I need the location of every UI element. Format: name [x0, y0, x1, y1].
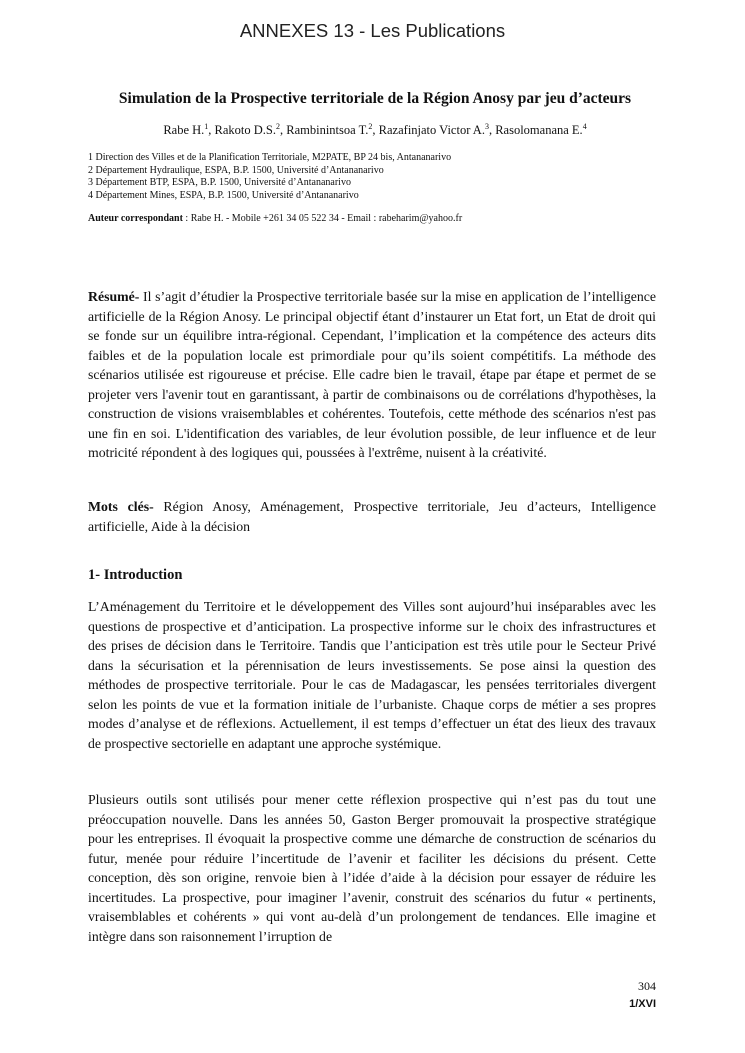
- page-number: 304: [638, 979, 656, 993]
- affiliation-item: 3 Département BTP, ESPA, B.P. 1500, Université d’Antananarivo: [88, 177, 351, 189]
- corresponding-author-details: : Rabe H. - Mobile +261 34 05 522 34 - Email : rabeharim@yahoo.fr: [182, 213, 463, 224]
- abstract-label: Résumé-: [88, 289, 140, 304]
- keywords-text: Région Anosy, Aménagement, Prospective territoriale, Jeu d’acteurs, Intelligence artificielle, Aide à la décision: [88, 499, 656, 534]
- author-list: Rabe H.$^1$, Rakoto D.S.$^2$, Rambinintsoa T.$^2$, Razafinjato Victor A.$^3$, Rasolomanana E.$^4$: [163, 122, 587, 138]
- author-name: Razafinjato Victor A.: [378, 123, 485, 138]
- author-name: Rabe H.: [163, 123, 205, 138]
- author-name: Rakoto D.S.: [214, 123, 276, 138]
- abstract: [88, 287, 656, 463]
- corresponding-author: [88, 213, 668, 224]
- author-affiliation-number: 2: [276, 122, 280, 131]
- corresponding-author-label: Auteur correspondant: [88, 213, 183, 224]
- author-affiliation-number: 2: [368, 122, 373, 131]
- affiliation-item: 2 Département Hydraulique, ESPA, B.P. 1500, Université d’Antananarivo: [88, 164, 384, 176]
- keywords: [88, 497, 656, 536]
- affiliation-list: [88, 152, 668, 203]
- author-name: Rambinintsoa T.: [286, 123, 369, 138]
- author-affiliation-number: 1: [204, 122, 209, 131]
- keywords-label: Mots clés-: [88, 499, 154, 514]
- intro-paragraph: Plusieurs outils sont utilisés pour mener cette réflexion prospective qui n’est pas du tout une préoccupation nouvelle. Dans les années 50, Gaston Berger promouvait la prospective stratégique pour les entreprises. Il évoquait la prospective comme une démarche de construction de scénarios du futur, menée pour réduire l’incertitude de l’avenir et faciliter les décisions du présent. Cette conception, dès son origine, renvoie bien à l’idée d’aide à la décision pour essayer de réduire les incertitudes. La prospective, pour imaginer l’avenir, construit des scénarios du futur « pertinents, vraisemblables et cohérents » qui vont au-delà d’un prolongement de tendances. Elle imagine et intègre dans son raisonnement l’irruption de: [88, 792, 656, 944]
- article-title: Simulation de la Prospective territoriale de la Région Anosy par jeu d’acteurs: [118, 90, 632, 107]
- affiliation-item: 1 Direction des Villes et de la Planification Territoriale, M2PATE, BP 24 bis, Antananarivo: [88, 152, 452, 163]
- abstract-text: Il s’agit d’étudier la Prospective territoriale basée sur la mise en application de l’intelligence artificielle de la Région Anosy. Le principal objectif étant d’instaurer un Etat fort, un Etat de droit qui se fonde sur un équilibre intra-régional. Cependant, l’implication et la compétence des acteurs dits faibles et de la population locale est primordiale pour qu’ils soient compétitifs. La méthode des scénarios utilisée est rigoureuse et précise. Elle cadre bien le travail, étape par étape et permet de se projeter vers l'avenir tout en garantissant, à partir de combinaisons ou de corrélations d'hypothèses, la construction de visions vraisemblables et cohérentes. Toutefois, cette méthode des scénarios n'est pas une fin en soi. L'identification des variables, de leur évolution possible, de leur influence et de leur motricité répondent à des logiques qui, poussées à l'extrême, nuisent à la créativité.: [88, 289, 656, 461]
- author-affiliation-number: 4: [582, 122, 587, 131]
- affiliation-item: 4 Département Mines, ESPA, B.P. 1500, Université d’Antananarivo: [88, 190, 359, 202]
- author-name: Rasolomanana E.: [495, 123, 583, 138]
- page-reference: 1/XVI: [629, 998, 656, 1010]
- intro-paragraph: L’Aménagement du Territoire et le développement des Villes sont aujourd’hui inséparables avec les questions de prospective et d’anticipation. La prospective informe sur le choix des infrastructures et des prises de décision dans le Territoire. Tandis que l’anticipation est très utile pour le Secteur Privé dans la sécurisation et la pérennisation de leurs investissements. Se pose ainsi la question des méthodes de prospective territoriale. Pour le cas de Madagascar, les pensées territoriales divergent selon les points de vue et la formation initiale de l’urbaniste. Chaque corps de métier a ses propres modes d’analyse et de réflexions. Actuellement, il est temps d’effectuer un état des lieux des travaux de prospective sectorielle en adaptant une approche systémique.: [88, 599, 656, 751]
- author-affiliation-number: 3: [484, 122, 489, 131]
- annex-header: ANNEXES 13 - Les Publications: [239, 20, 506, 41]
- section-heading-introduction: 1- Introduction: [88, 567, 183, 583]
